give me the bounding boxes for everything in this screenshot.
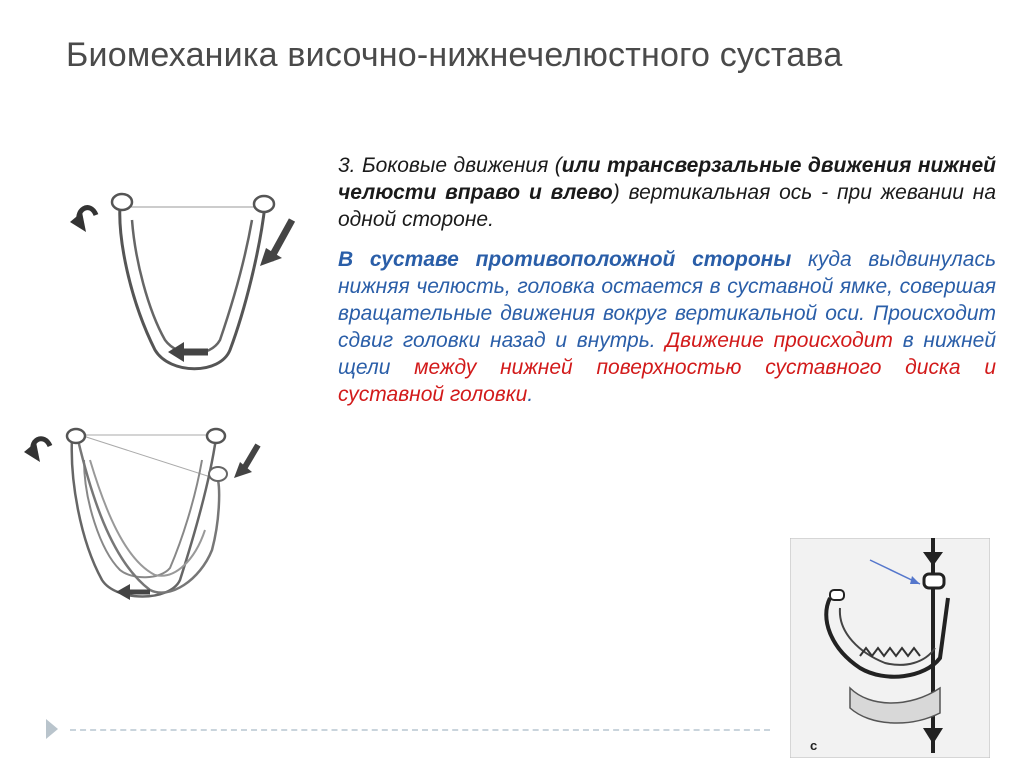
p2-bold: В суставе противоположной стороны (338, 248, 792, 271)
p2-end: . (527, 383, 534, 406)
p2-red-1: Движение происходит (665, 329, 903, 352)
slide-title: Биомеханика височно-нижнечелюстного сустава (66, 36, 843, 74)
p2-red-2: между нижней поверхностью суставного диска и суставной головки (338, 356, 996, 406)
mandible-photo-figure (790, 538, 990, 758)
paragraph-lateral-movements (338, 152, 996, 233)
paragraph-opposite-joint (338, 246, 996, 408)
p1-lead: Боковые движения ( (361, 154, 562, 177)
p1-tail: ) вертикальная ось - при жевании на одной стороне. (338, 181, 996, 231)
p1-bold: или трансверзальные движения нижней челюсти вправо и влево (338, 154, 996, 204)
p2-text: куда выдвинулась нижняя челюсть, головка остается в суставной ямке, совершая вращательные движения вокруг вертикальной оси. Происходит сдвиг головки назад и внутрь. (338, 248, 996, 352)
footer-divider (70, 729, 770, 731)
item-number: 3. (338, 154, 362, 177)
mandible-diagram-bottom (20, 420, 280, 620)
mandible-diagram-top (60, 180, 310, 390)
figure-label: с (810, 738, 818, 753)
play-icon (46, 719, 58, 739)
p2-blue-mid: в нижней щели (338, 329, 996, 379)
text-block (338, 152, 996, 408)
